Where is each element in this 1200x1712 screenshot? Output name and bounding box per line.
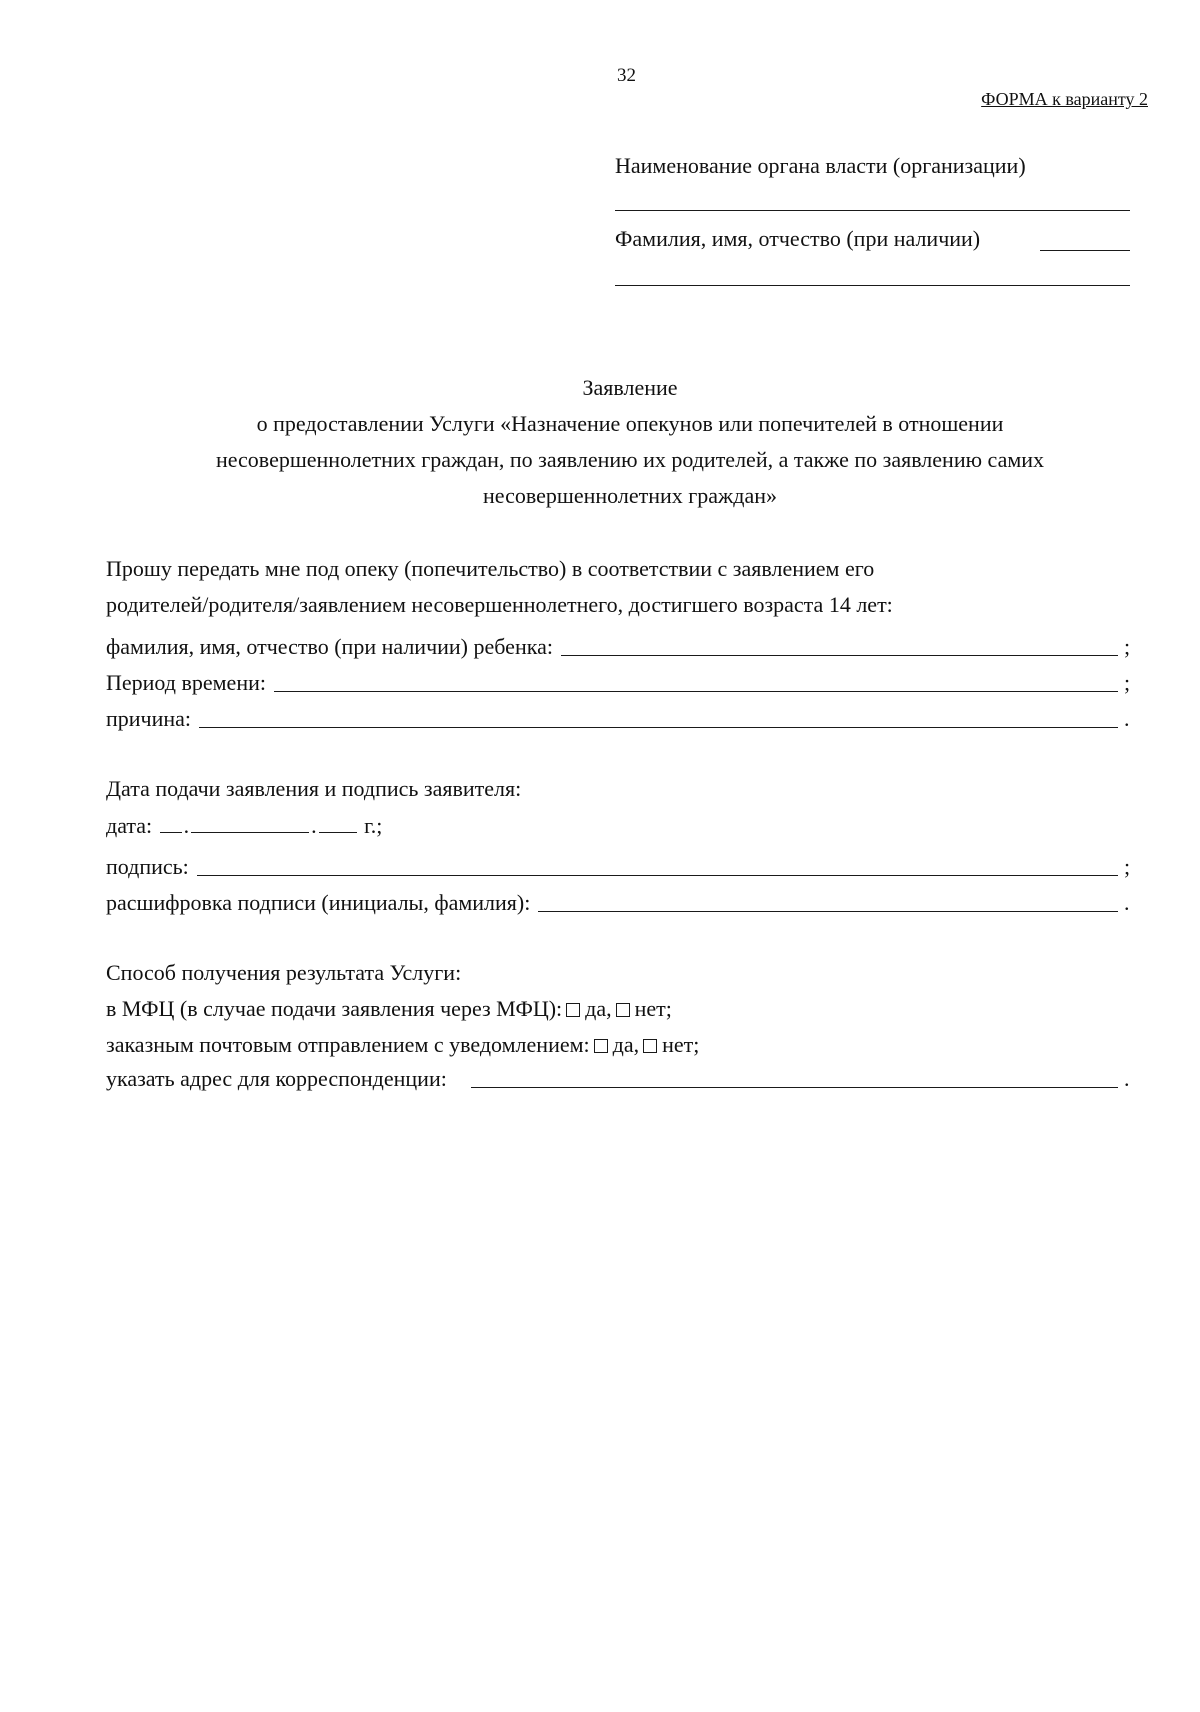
date-suffix: г.; — [364, 813, 383, 838]
signature-decode-label: расшифровка подписи (инициалы, фамилия): — [106, 890, 531, 915]
signature-decode-row — [106, 886, 1136, 914]
date-separator: . — [311, 813, 317, 838]
address-field-line[interactable] — [471, 1086, 1118, 1088]
request-text-line-2: родителей/родителя/заявлением несовершеннолетнего, достигшего возраста 14 лет: — [106, 592, 893, 617]
address-label: указать адрес для корреспонденции: — [106, 1066, 447, 1091]
address-row — [106, 1062, 1136, 1090]
period-row — [106, 666, 1136, 694]
signature-field-line[interactable] — [197, 874, 1118, 876]
request-text-line-1: Прошу передать мне под опеку (попечительство) в соответствии с заявлением его — [106, 556, 875, 581]
child-name-field-line[interactable] — [561, 654, 1118, 656]
statement-subtitle-line-2: несовершеннолетних граждан, по заявлению их родителей, а также по заявлению самих — [215, 447, 1045, 472]
applicant-name-label: Фамилия, имя, отчество (при наличии) — [615, 226, 981, 251]
signature-decode-field-line[interactable] — [538, 910, 1118, 912]
date-separator: . — [183, 813, 190, 838]
reason-row — [106, 702, 1136, 730]
signature-row — [106, 850, 1136, 878]
row-end-mark: . — [1124, 1066, 1130, 1091]
mail-option-row — [106, 1034, 699, 1056]
reason-label: причина: — [106, 706, 192, 731]
page-number: 32 — [617, 65, 636, 86]
date-day-field[interactable] — [160, 814, 182, 833]
date-month-field[interactable] — [191, 814, 309, 833]
reason-field-line[interactable] — [199, 726, 1118, 728]
row-end-mark: . — [1124, 706, 1130, 731]
authority-field-line[interactable] — [615, 210, 1130, 211]
child-name-row — [106, 630, 1136, 658]
statement-heading: Заявление — [582, 375, 678, 400]
date-year-field[interactable] — [319, 814, 357, 833]
mail-option-label: заказным почтовым отправлением с уведомлением: — [106, 1032, 590, 1057]
date-row — [106, 814, 382, 837]
authority-label: Наименование органа власти (организации) — [615, 153, 1026, 178]
period-label: Период времени: — [106, 670, 266, 695]
mfc-option-label: в МФЦ (в случае подачи заявления через МФЦ): — [106, 996, 563, 1021]
signature-label: подпись: — [106, 854, 189, 879]
statement-subtitle-line-1: о предоставлении Услуги «Назначение опекунов или попечителей в отношении — [256, 411, 1004, 436]
statement-subtitle-line-3: несовершеннолетних граждан» — [483, 483, 777, 508]
no-label: нет; — [634, 996, 672, 1021]
date-label: дата: — [106, 813, 153, 838]
yes-label: да, — [612, 1032, 640, 1057]
row-end-mark: . — [1124, 890, 1130, 915]
form-reference: ФОРМА к варианту 2 — [981, 89, 1148, 109]
row-end-mark: ; — [1124, 634, 1131, 659]
statement-title — [100, 370, 1160, 514]
result-heading: Способ получения результата Услуги: — [106, 960, 462, 985]
yes-label: да, — [585, 996, 612, 1021]
applicant-name-field-line-2[interactable] — [615, 285, 1130, 286]
applicant-name-field-line[interactable] — [1040, 250, 1130, 251]
row-end-mark: ; — [1124, 670, 1131, 695]
period-field-line[interactable] — [274, 690, 1118, 692]
mfc-yes-checkbox[interactable] — [566, 1003, 580, 1017]
mail-no-checkbox[interactable] — [643, 1039, 657, 1053]
child-name-label: фамилия, имя, отчество (при наличии) ребенка: — [106, 634, 553, 659]
no-label: нет; — [662, 1032, 700, 1057]
submission-heading: Дата подачи заявления и подпись заявителя: — [106, 776, 522, 801]
row-end-mark: ; — [1124, 854, 1131, 879]
mfc-no-checkbox[interactable] — [616, 1003, 630, 1017]
mail-yes-checkbox[interactable] — [594, 1039, 608, 1053]
mfc-option-row — [106, 998, 672, 1020]
